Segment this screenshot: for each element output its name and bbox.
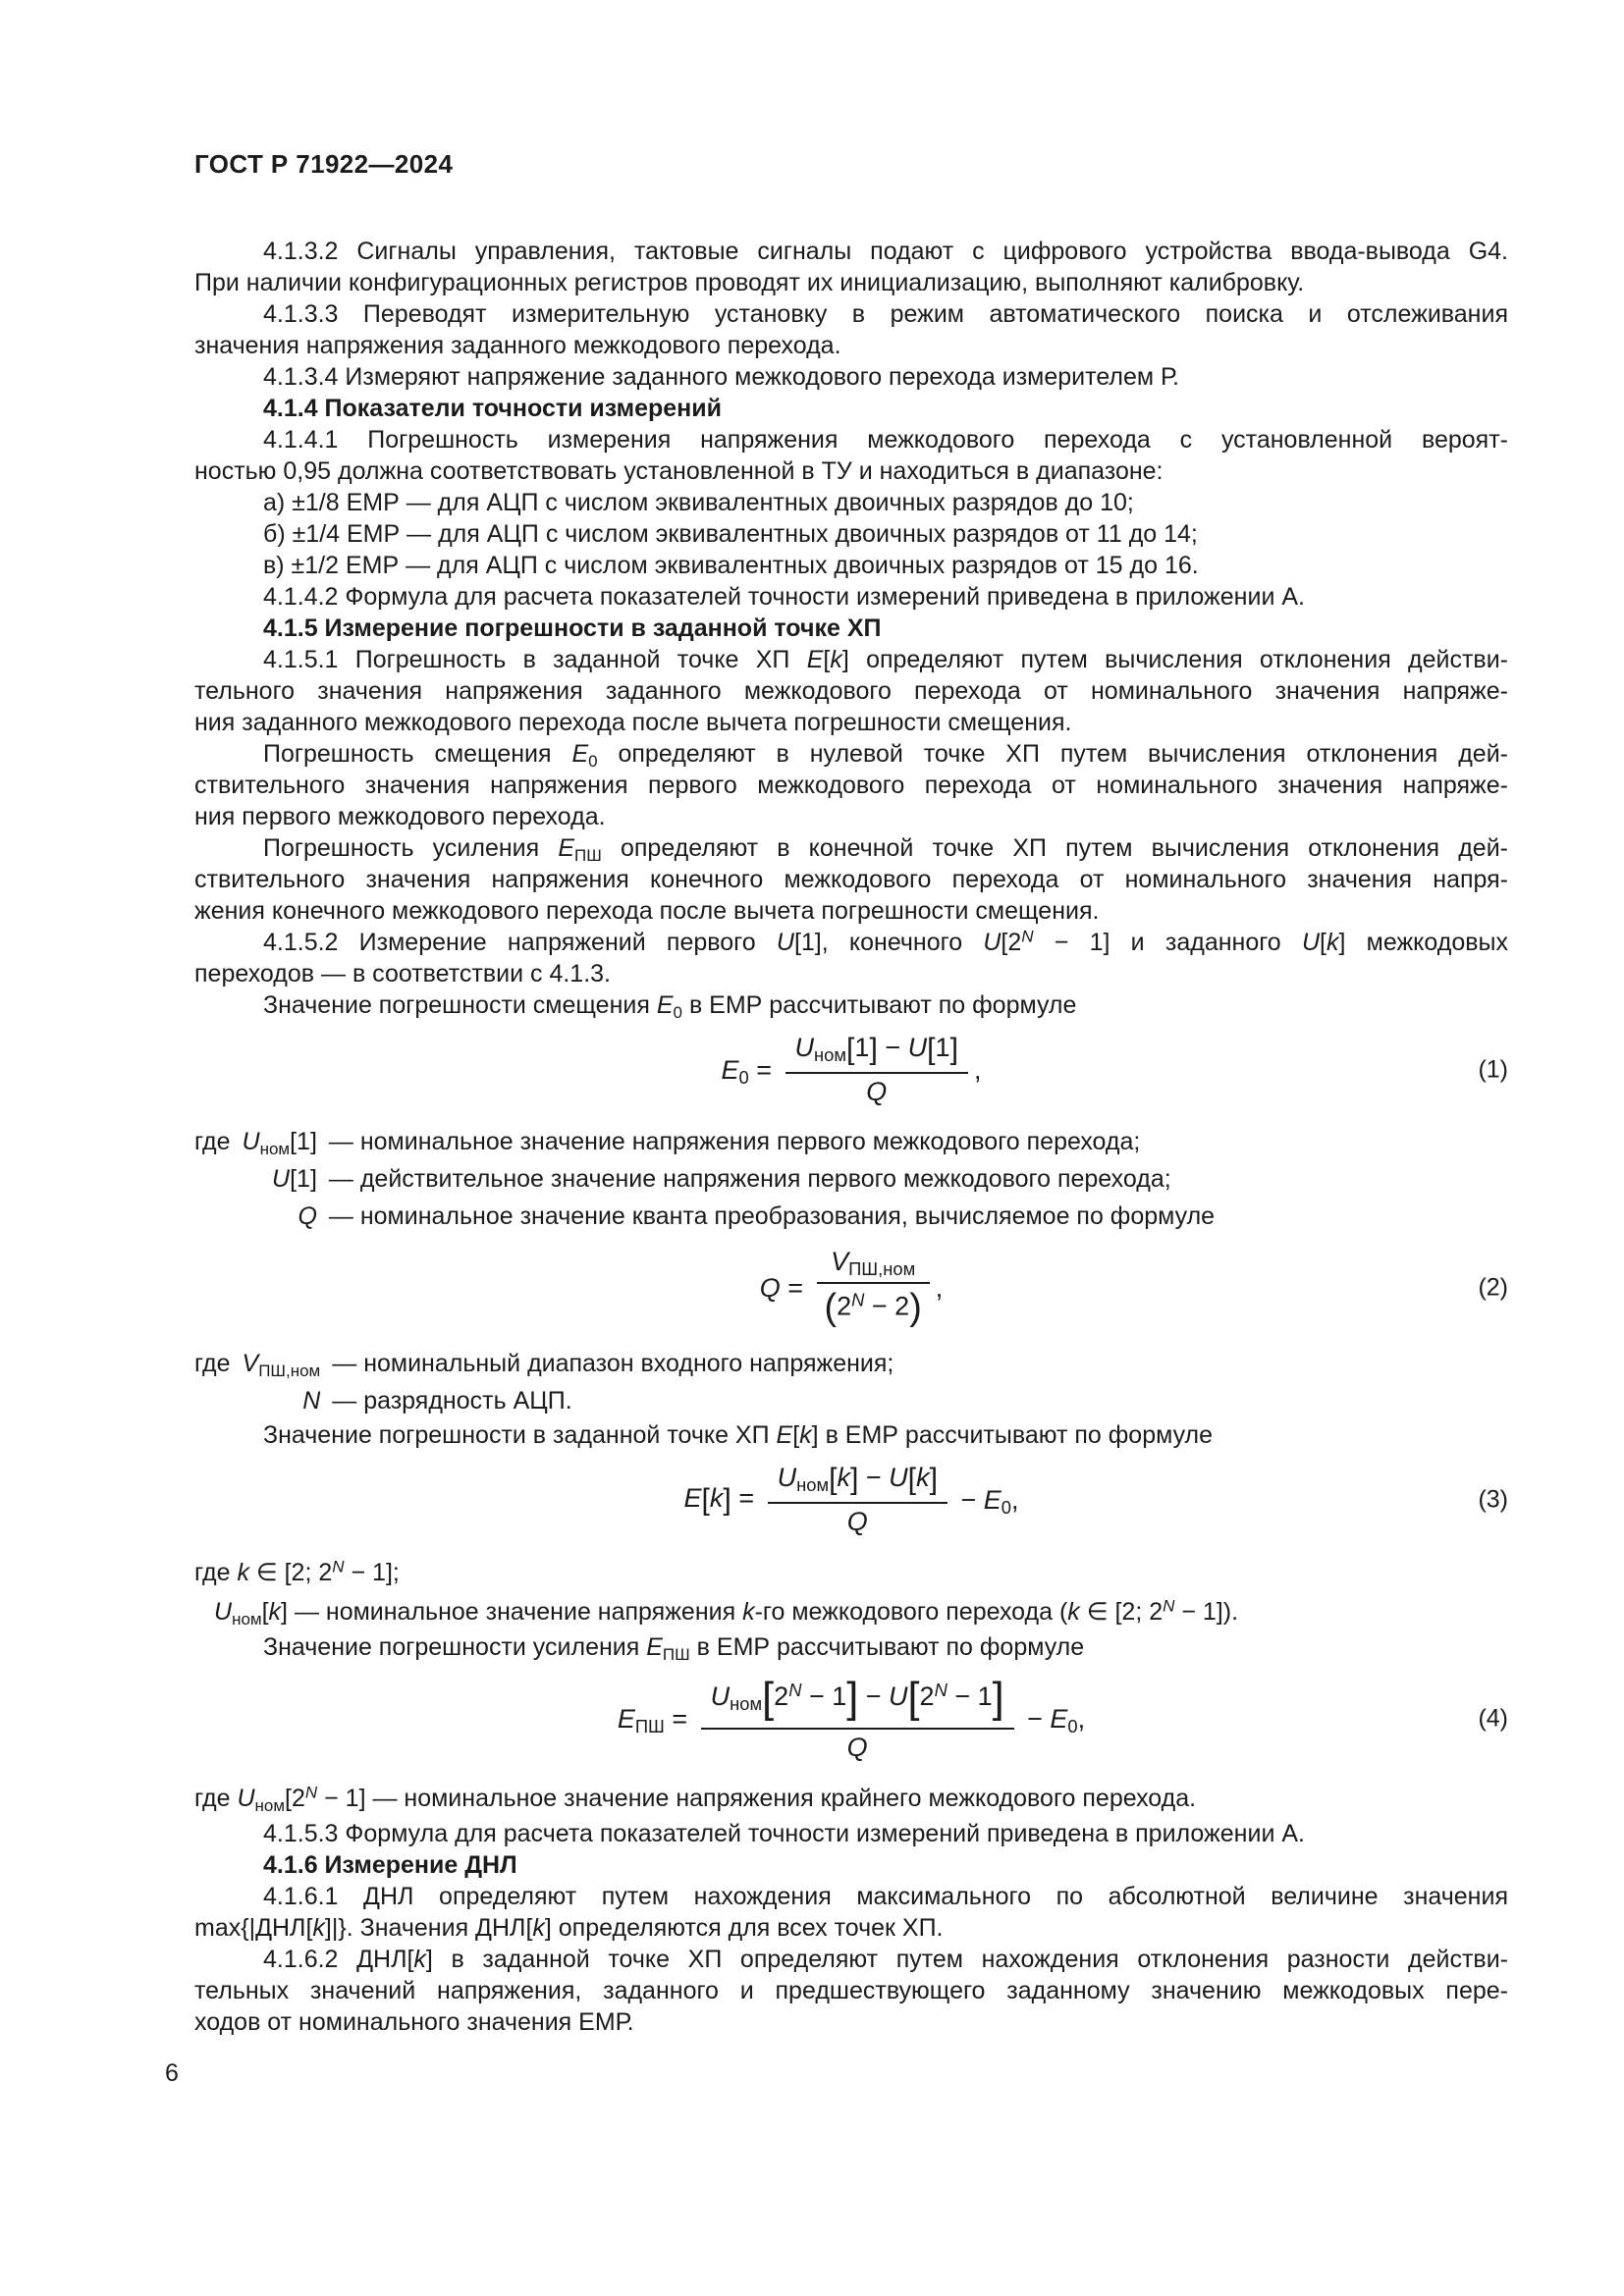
text-run: в) ±1/2 ЕМР — для АЦП с числом эквивалентных двоичных разрядов от 15 до 16. xyxy=(263,552,1199,579)
text-run: жения конечного межкодового перехода после вычета погрешности смещения. xyxy=(194,897,1100,925)
where-definition-list xyxy=(194,1345,1508,1419)
text-line xyxy=(194,770,1508,801)
text-run: ствительного значения напряжения первого межкодового перехода от номинального значения напряже- xyxy=(194,772,1508,799)
text-line xyxy=(194,330,1508,361)
text-run: в ЕМР рассчитывают по формуле xyxy=(682,991,1077,1019)
text-run: 0 xyxy=(673,1002,682,1022)
text-run: − xyxy=(877,1033,908,1063)
text-run: ] xyxy=(929,1463,938,1496)
text-line xyxy=(194,518,1508,550)
formula-lhs xyxy=(618,1704,695,1735)
text-run: Q xyxy=(759,1272,781,1303)
text-run: U xyxy=(889,1463,908,1493)
text-run: где xyxy=(194,1785,238,1812)
text-run: ] в заданной точке ХП определяют путем нахождения отклонения разности действи- xyxy=(425,1946,1508,1973)
text-run: ном xyxy=(730,1693,763,1715)
text-run: k xyxy=(237,1559,249,1586)
text-run: [ xyxy=(1320,929,1326,956)
text-run: E xyxy=(656,991,674,1019)
text-run: N xyxy=(851,1289,865,1310)
text-run: N xyxy=(302,1387,321,1415)
text-run: — номинальное значение напряжения первого межкодового перехода; xyxy=(328,1128,1141,1155)
section-heading xyxy=(194,613,1508,644)
formula-block xyxy=(194,1031,1508,1109)
text-run: [2 xyxy=(285,1785,305,1812)
text-run: [ xyxy=(823,646,831,673)
text-run: — номинальный диапазон входного напряжения; xyxy=(332,1350,894,1377)
text-line xyxy=(194,895,1508,927)
text-line xyxy=(194,675,1508,707)
text-run: ПШ,ном xyxy=(848,1258,916,1280)
where-keyword xyxy=(194,1382,231,1419)
text-run: k xyxy=(1067,1598,1080,1626)
text-run: N xyxy=(1163,1596,1175,1616)
text-run: U xyxy=(272,1165,291,1193)
text-line xyxy=(194,550,1508,581)
text-line xyxy=(194,424,1508,455)
fraction-denominator xyxy=(785,1072,968,1109)
text-run: ном xyxy=(232,1609,262,1629)
text-run: E xyxy=(983,1484,1001,1515)
text-run: [ xyxy=(762,1675,775,1722)
text-line xyxy=(194,1818,1508,1849)
text-run: Погрешность смещения xyxy=(263,740,572,768)
text-run: 4.1.5 Измерение погрешности в заданной точке ХП xyxy=(263,614,882,642)
definition-term xyxy=(302,1382,320,1419)
text-line xyxy=(194,864,1508,895)
definition-text xyxy=(329,1123,1508,1160)
text-run: − 1 xyxy=(801,1682,847,1712)
text-run: E xyxy=(1050,1703,1068,1734)
fraction-denominator xyxy=(817,1282,930,1331)
text-run: U xyxy=(1301,929,1321,956)
text-run: E xyxy=(617,1703,635,1734)
text-run: [ xyxy=(846,1033,855,1066)
text-run: k xyxy=(312,1914,325,1942)
text-run: 1 xyxy=(854,1033,870,1063)
text-run: N xyxy=(304,1783,318,1802)
text-run: U xyxy=(214,1598,233,1626)
text-run: ) xyxy=(909,1287,922,1328)
text-run: -го межкодового перехода ( xyxy=(754,1598,1068,1626)
text-run: ] xyxy=(869,1033,878,1066)
text-run: ходов от номинального значения ЕМР. xyxy=(194,2008,634,2036)
fraction-numerator xyxy=(785,1031,968,1071)
text-run: 4.1.5.3 Формула для расчета показателей точности измерений приведена в приложении А. xyxy=(263,1820,1305,1847)
text-run: , xyxy=(1077,1703,1086,1734)
text-run: ния заданного межкодового перехода после вычета погрешности смещения. xyxy=(194,709,1072,736)
text-run: [1] xyxy=(290,1128,317,1155)
text-run: E xyxy=(558,834,575,862)
text-run: − 1 xyxy=(947,1682,993,1712)
text-run: [ xyxy=(829,1463,838,1496)
text-run: U xyxy=(776,929,794,956)
text-run: ] определяют путем вычисления отклонения действи- xyxy=(841,646,1508,673)
text-run: E xyxy=(571,740,589,768)
formula-block xyxy=(194,1673,1508,1765)
text-run: ] xyxy=(849,1463,859,1496)
text-run: 4.1.5.1 Погрешность в заданной точке ХП xyxy=(263,646,807,673)
definition-text xyxy=(332,1345,1508,1382)
definition-term xyxy=(298,1198,316,1235)
text-line xyxy=(194,832,1508,864)
formula-rhs xyxy=(974,1055,982,1086)
text-run: 4.1.3.3 Переводят измерительную установку в режим автоматического поиска и отслеживания xyxy=(263,300,1508,328)
text-run: k xyxy=(1326,929,1339,956)
text-run: − 1] — номинальное значение напряжения крайнего межкодового перехода. xyxy=(317,1785,1197,1812)
text-run: значения напряжения заданного межкодового перехода. xyxy=(194,332,841,359)
fraction-numerator xyxy=(821,1245,925,1282)
text-run: k xyxy=(413,1946,426,1973)
text-run: U xyxy=(237,1785,255,1812)
fraction-numerator xyxy=(701,1673,1014,1728)
text-line xyxy=(194,236,1508,267)
text-run: = xyxy=(748,1054,780,1085)
formula-lhs xyxy=(683,1483,761,1517)
text-run: E xyxy=(646,1633,663,1661)
definition-term xyxy=(272,1160,317,1198)
text-run: Погрешность усиления xyxy=(263,834,559,862)
text-line xyxy=(194,1553,1508,1592)
text-run: 4.1.4.2 Формула для расчета показателей точности измерений приведена в приложении А. xyxy=(263,583,1305,611)
text-run: ном xyxy=(259,1139,291,1158)
where-keyword xyxy=(194,1160,231,1198)
text-run: , xyxy=(973,1054,982,1085)
equation-number: (3) xyxy=(1478,1485,1508,1514)
text-line xyxy=(194,738,1508,770)
text-run: Q xyxy=(866,1076,888,1106)
text-run: [ xyxy=(907,1675,920,1722)
text-run: ностью 0,95 должна соответствовать установленной в ТУ и находиться в диапазоне: xyxy=(194,457,1164,485)
text-run: 4.1.4.1 Погрешность измерения напряжения межкодового перехода с установленной вероят- xyxy=(263,426,1508,454)
text-line xyxy=(194,1592,1508,1631)
text-run: U xyxy=(242,1128,260,1155)
text-run: ПШ xyxy=(634,1715,665,1736)
text-run: При наличии конфигурационных регистров проводят их инициализацию, выполняют калибровку. xyxy=(194,269,1305,296)
formula-block xyxy=(194,1245,1508,1331)
definition-text xyxy=(329,1160,1508,1198)
text-run: Значение погрешности в заданной точке ХП xyxy=(263,1421,777,1449)
document-content xyxy=(194,236,1508,2038)
text-run: ПШ xyxy=(574,845,602,865)
page-number: 6 xyxy=(165,2059,179,2087)
fraction xyxy=(768,1461,947,1538)
text-run: Q xyxy=(298,1202,317,1230)
text-run: U xyxy=(710,1682,731,1712)
text-line xyxy=(194,581,1508,613)
text-line xyxy=(194,1912,1508,1944)
equation-number: (2) xyxy=(1478,1273,1508,1302)
text-run: 4.1.6.2 ДНЛ[ xyxy=(263,1946,414,1973)
text-run: ( xyxy=(824,1287,838,1328)
text-run: k xyxy=(916,1463,930,1493)
running-header: ГОСТ Р 71922—2024 xyxy=(194,149,454,179)
text-line xyxy=(194,455,1508,487)
definition-text xyxy=(329,1198,1508,1235)
fraction xyxy=(817,1245,930,1331)
text-run: — разрядность АЦП. xyxy=(332,1387,572,1415)
text-run: переходов — в соответствии с 4.1.3. xyxy=(194,960,611,988)
definition-text xyxy=(332,1382,1508,1419)
fraction-numerator xyxy=(768,1461,947,1501)
text-run: = xyxy=(664,1703,695,1734)
text-run: Значение погрешности смещения xyxy=(263,991,657,1019)
text-run: V xyxy=(242,1350,259,1377)
equation-number: (4) xyxy=(1478,1704,1508,1733)
text-run: U xyxy=(983,929,1001,956)
formula-rhs xyxy=(1020,1704,1086,1735)
text-run: [ xyxy=(701,1483,710,1517)
text-line xyxy=(194,2006,1508,2038)
text-line xyxy=(194,487,1508,518)
text-run: N xyxy=(934,1679,947,1700)
text-line xyxy=(194,958,1508,989)
formula-rhs xyxy=(936,1273,944,1304)
text-run: ] xyxy=(992,1675,1004,1722)
text-line xyxy=(194,927,1508,958)
text-line xyxy=(194,801,1508,832)
text-run: Q xyxy=(846,1733,868,1762)
text-run: ∈ [2; 2 xyxy=(248,1559,333,1586)
text-run: k xyxy=(742,1598,755,1626)
text-run: ствительного значения напряжения конечного межкодового перехода от номинального значения напря- xyxy=(194,866,1508,893)
text-run: U xyxy=(907,1033,928,1063)
where-keyword: где xyxy=(194,1350,231,1377)
text-run: Значение погрешности усиления xyxy=(263,1633,647,1661)
text-line xyxy=(194,1944,1508,1975)
text-run: ПШ xyxy=(662,1644,690,1664)
formula-lhs xyxy=(760,1273,811,1304)
text-run: 0 xyxy=(1067,1715,1078,1736)
formula-lhs xyxy=(722,1055,780,1086)
text-run: Q xyxy=(846,1506,868,1536)
text-run: ] в ЕМР рассчитывают по формуле xyxy=(811,1421,1214,1449)
text-line xyxy=(194,644,1508,675)
text-run: − xyxy=(858,1682,890,1712)
text-run: U xyxy=(794,1033,815,1063)
text-run: — номинальное значение кванта преобразования, вычисляемое по формуле xyxy=(328,1202,1216,1230)
text-line xyxy=(194,1419,1508,1451)
text-run: k xyxy=(799,1421,812,1449)
text-run: k xyxy=(837,1463,850,1493)
text-run: ПШ,ном xyxy=(258,1361,321,1380)
text-run: U xyxy=(889,1682,908,1712)
text-line xyxy=(194,267,1508,298)
text-run: V xyxy=(831,1247,849,1276)
text-run: ] xyxy=(723,1483,731,1517)
text-run: k xyxy=(830,646,842,673)
where-definition-list xyxy=(194,1123,1508,1235)
text-line xyxy=(194,989,1508,1021)
text-run: ]|}. Значения ДНЛ[ xyxy=(324,1914,533,1942)
text-run: − 1]). xyxy=(1174,1598,1239,1626)
text-run: − 2 xyxy=(864,1291,910,1321)
text-run: k xyxy=(532,1914,545,1942)
text-run: тельного значения напряжения заданного межкодового перехода от номинального значения напряже- xyxy=(194,677,1508,705)
definition-term xyxy=(243,1123,317,1160)
fraction-denominator xyxy=(768,1502,947,1539)
text-run: [2 xyxy=(1001,929,1022,956)
where-keyword: где xyxy=(194,1128,231,1155)
text-run: ния первого межкодового перехода. xyxy=(194,803,606,830)
text-run: 0 xyxy=(588,751,598,771)
text-run: = xyxy=(780,1272,811,1303)
formula-block xyxy=(194,1461,1508,1539)
text-run: 0 xyxy=(1001,1496,1011,1518)
text-run: ] определяются для всех точек ХП. xyxy=(544,1914,944,1942)
text-run: определяют в нулевой точке ХП путем вычисления отклонения дей- xyxy=(597,740,1508,768)
text-run: N xyxy=(1021,927,1034,946)
text-run: k xyxy=(268,1598,282,1626)
text-line xyxy=(194,361,1508,393)
text-line xyxy=(194,1631,1508,1663)
text-run: в ЕМР рассчитывают по формуле xyxy=(689,1633,1085,1661)
text-run: − 1]; xyxy=(344,1559,400,1586)
text-run: , xyxy=(935,1272,944,1303)
text-run: − xyxy=(1019,1703,1051,1734)
text-run: [ xyxy=(261,1598,269,1626)
text-run: ] xyxy=(846,1675,859,1722)
text-run: , xyxy=(1011,1484,1019,1515)
text-run: ] — номинальное значение напряжения xyxy=(281,1598,743,1626)
text-run: [ xyxy=(927,1033,936,1066)
text-run: а) ±1/8 ЕМР — для АЦП с числом эквивалентных двоичных разрядов до 10; xyxy=(263,489,1134,516)
fraction xyxy=(785,1031,968,1108)
text-run: − xyxy=(858,1463,890,1493)
fraction-denominator xyxy=(701,1728,1014,1765)
text-run: ном xyxy=(814,1044,846,1066)
text-run: N xyxy=(332,1557,345,1576)
text-line xyxy=(194,1975,1508,2006)
text-run: N xyxy=(788,1679,802,1700)
text-line xyxy=(194,1881,1508,1912)
text-run: − 1] и заданного xyxy=(1033,929,1302,956)
text-run: E xyxy=(721,1054,739,1085)
text-run: 4.1.3.2 Сигналы управления, тактовые сигналы подают с цифрового устройства ввода-вывода G4. xyxy=(263,238,1508,265)
text-run: определяют в конечной точке ХП путем вычисления отклонения дей- xyxy=(601,834,1508,862)
section-heading xyxy=(194,393,1508,424)
text-run: 4.1.6 Измерение ДНЛ xyxy=(263,1851,517,1879)
text-run: − xyxy=(952,1484,984,1515)
text-run: 2 xyxy=(919,1682,935,1712)
text-run: ] xyxy=(949,1033,958,1066)
text-run: [ xyxy=(792,1421,800,1449)
text-run: U xyxy=(777,1463,797,1493)
text-run: ном xyxy=(254,1795,286,1815)
text-run: max{|ДНЛ[ xyxy=(194,1914,313,1942)
fraction xyxy=(701,1673,1014,1765)
text-run: где xyxy=(194,1559,238,1586)
definition-term xyxy=(243,1345,321,1382)
text-run: ∈ [2; 2 xyxy=(1079,1598,1164,1626)
where-keyword xyxy=(194,1198,231,1235)
text-run: [1], конечного xyxy=(793,929,984,956)
equation-number: (1) xyxy=(1478,1055,1508,1084)
text-run: б) ±1/4 ЕМР — для АЦП с числом эквивалентных двоичных разрядов от 11 до 14; xyxy=(263,520,1198,548)
text-run: [ xyxy=(907,1463,917,1496)
text-line xyxy=(194,298,1508,330)
section-heading xyxy=(194,1849,1508,1881)
text-run: E xyxy=(806,646,824,673)
text-run: — действительное значение напряжения первого межкодового перехода; xyxy=(328,1165,1171,1193)
text-run: 2 xyxy=(774,1682,789,1712)
text-run: 4.1.6.1 ДНЛ определяют путем нахождения максимального по абсолютной величине значения xyxy=(263,1883,1508,1910)
text-run: k xyxy=(709,1482,724,1513)
text-run: [1] xyxy=(290,1165,317,1193)
text-run: 4.1.4 Показатели точности измерений xyxy=(263,395,723,422)
text-run: 4.1.3.4 Измеряют напряжение заданного межкодового перехода измерителем Р. xyxy=(263,363,1179,391)
formula-rhs xyxy=(953,1485,1019,1516)
text-run: E xyxy=(776,1421,793,1449)
text-run: 2 xyxy=(837,1291,852,1321)
text-run: 1 xyxy=(935,1033,950,1063)
text-run: E xyxy=(683,1482,702,1513)
text-run: = xyxy=(731,1482,762,1513)
text-run: ] межкодовых xyxy=(1338,929,1508,956)
text-run: тельных значений напряжения, заданного и предшествующего заданному значению межкодовых пере- xyxy=(194,1977,1508,2004)
text-run: ном xyxy=(796,1474,830,1496)
text-line xyxy=(194,707,1508,738)
text-run: 4.1.5.2 Измерение напряжений первого xyxy=(263,929,777,956)
text-run: 0 xyxy=(738,1066,749,1088)
text-line xyxy=(194,1779,1508,1818)
